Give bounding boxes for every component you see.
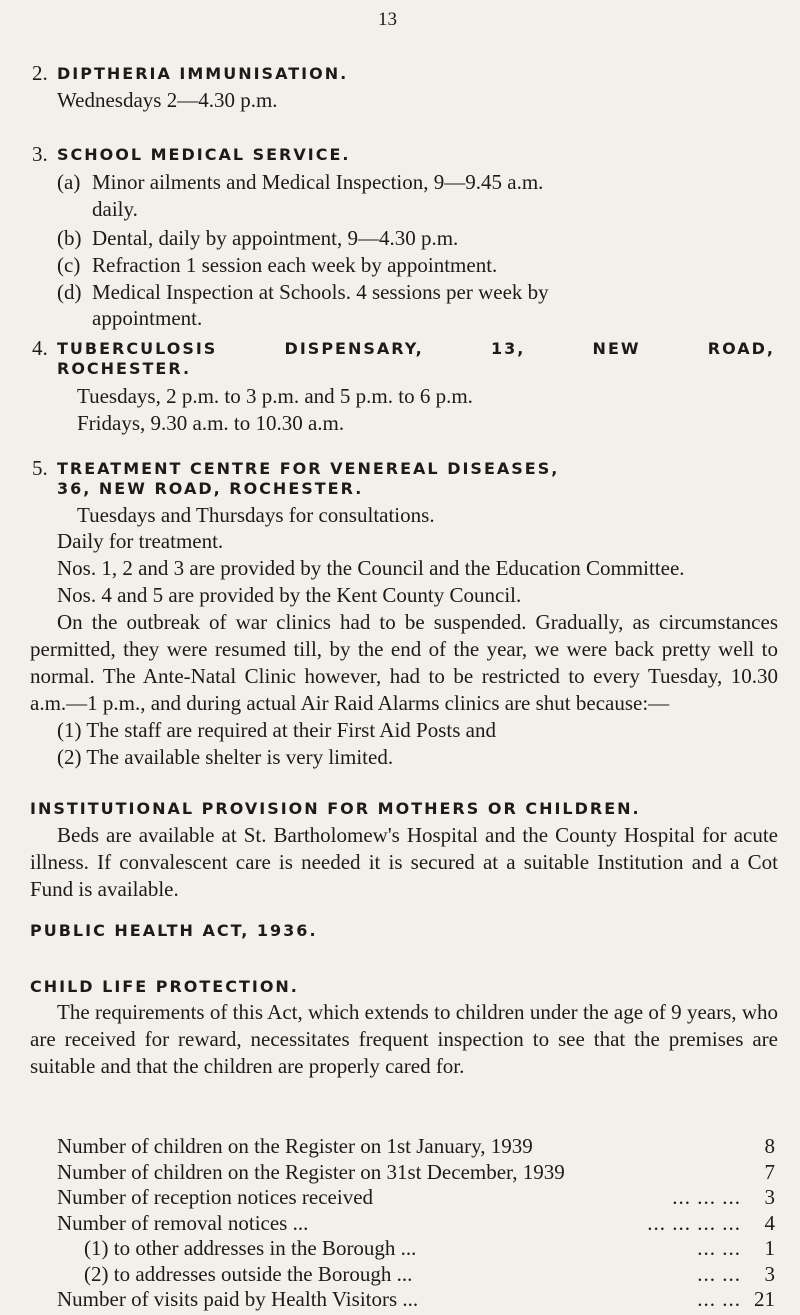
- stat-label: (2) to addresses outside the Borough ...: [84, 1261, 413, 1286]
- stat-value: 7: [764, 1159, 775, 1184]
- section-number: 3.: [32, 142, 48, 166]
- section-text: Tuesdays and Thursdays for consultations.: [77, 503, 435, 527]
- stat-label: Number of children on the Register on 31st December, 1939: [57, 1159, 565, 1184]
- stat-value: 4: [764, 1210, 775, 1235]
- leader-dots: ... ... ...: [672, 1185, 741, 1209]
- item-c: (c) Refraction 1 session each week by appointment.: [57, 253, 498, 277]
- item-d-cont: appointment.: [92, 306, 203, 330]
- section-heading: DIPTHERIA IMMUNISATION.: [57, 64, 349, 83]
- item-d: (d) Medical Inspection at Schools. 4 sessions per week by: [57, 280, 549, 304]
- public-health-act-heading: PUBLIC HEALTH ACT, 1936.: [30, 921, 318, 940]
- paragraph: Beds are available at St. Bartholomew's Hospital and the County Hospital for acute illness. If convalescent care is needed it is secured at a suitable Institution and a Cot Fund is available.: [30, 823, 778, 901]
- leader-dots: ... ...: [697, 1261, 741, 1286]
- section-heading: CHILD LIFE PROTECTION.: [30, 977, 299, 996]
- section-number: 5.: [32, 456, 48, 480]
- section-text: Tuesdays, 2 p.m. to 3 p.m. and 5 p.m. to 6 p.m.: [77, 384, 473, 408]
- section-heading: TREATMENT CENTRE FOR VENEREAL DISEASES,: [57, 459, 560, 478]
- daily-treatment: Daily for treatment.: [57, 529, 224, 553]
- stat-value: 8: [764, 1134, 775, 1158]
- paragraph: The requirements of this Act, which extends to children under the age of 9 years, who are received for reward, necessitates frequent inspection to see that the premises are suitable and that the children are properly cared for.: [30, 1000, 778, 1078]
- leader-dots: ... ...: [697, 1287, 741, 1311]
- stat-label: Number of reception notices received: [57, 1185, 374, 1209]
- section-text: Wednesdays 2—4.30 p.m.: [57, 88, 278, 112]
- leader-dots: ... ...: [697, 1236, 741, 1260]
- stat-label: Number of visits paid by Health Visitors ...: [57, 1287, 419, 1311]
- paragraph: Nos. 1, 2 and 3 are provided by the Council and the Education Committee.: [57, 556, 685, 580]
- paragraph: On the outbreak of war clinics had to be suspended. Gradually, as circumstances permitted, they were resumed till, by the end of the year, we were back pretty well to normal. The Ante-Natal Clinic however, had to be restricted to every Tuesday, 10.30 a.m.—1 p.m., and during actual Air Raid Alarms clinics are shut because:—: [30, 610, 778, 715]
- leader-dots: ... ... ... ...: [647, 1210, 741, 1235]
- stat-value: 3: [764, 1185, 775, 1209]
- stat-label: (1) to other addresses in the Borough ...: [84, 1236, 417, 1260]
- section-heading: SCHOOL MEDICAL SERVICE.: [57, 145, 351, 164]
- section-heading-cont: ROCHESTER.: [57, 359, 192, 378]
- item-a-cont: daily.: [92, 197, 138, 221]
- section-heading: INSTITUTIONAL PROVISION FOR MOTHERS OR CHILDREN.: [30, 799, 641, 818]
- reason-2: (2) The available shelter is very limited.: [57, 745, 394, 769]
- section-number: 2.: [32, 61, 48, 85]
- clinic-paragraphs: [30, 528, 778, 771]
- item-b: (b) Dental, daily by appointment, 9—4.30 p.m.: [57, 226, 459, 250]
- stat-label: Number of children on the Register on 1st January, 1939: [57, 1134, 533, 1158]
- stat-value: 21: [754, 1287, 775, 1311]
- item-a: (a) Minor ailments and Medical Inspection, 9—9.45 a.m.: [57, 170, 544, 194]
- section-number: 4.: [32, 336, 48, 360]
- section-heading-cont: 36, NEW ROAD, ROCHESTER.: [57, 479, 364, 498]
- stat-label: Number of removal notices ...: [57, 1210, 309, 1235]
- paragraph: Nos. 4 and 5 are provided by the Kent County Council.: [57, 583, 522, 607]
- reason-1: (1) The staff are required at their First Aid Posts and: [57, 718, 496, 742]
- section-text: Fridays, 9.30 a.m. to 10.30 a.m.: [77, 411, 345, 435]
- section-heading: TUBERCULOSIS DISPENSARY, 13, NEW ROAD,: [57, 339, 775, 358]
- stat-value: 3: [764, 1261, 775, 1286]
- page-number: 13: [378, 9, 397, 30]
- stat-value: 1: [764, 1236, 775, 1260]
